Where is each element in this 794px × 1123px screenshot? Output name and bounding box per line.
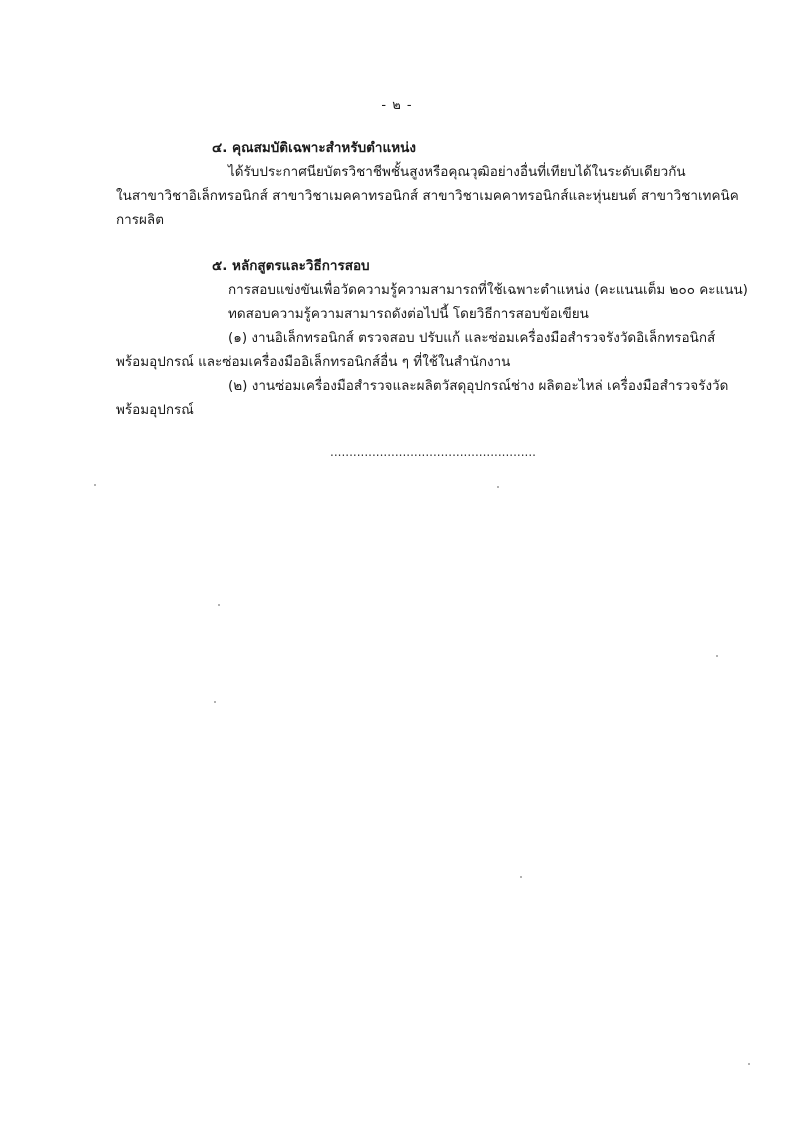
page-number: - ๒ - xyxy=(381,98,413,113)
section-5-line-1: การสอบแข่งขันเพื่อวัดความรู้ความสามารถที่ใช้เฉพาะตำแหน่ง (คะแนนเต็ม ๒๐๐ คะแนน) xyxy=(228,282,748,298)
scan-speck xyxy=(218,604,220,606)
section-4-line-3: การผลิต xyxy=(116,212,164,228)
section-5-heading: ๕. หลักสูตรและวิธีการสอบ xyxy=(212,258,370,274)
scan-speck xyxy=(94,484,96,486)
section-5-line-4: พร้อมอุปกรณ์ และซ่อมเครื่องมืออิเล็กทรอนิกส์อื่น ๆ ที่ใช้ในสำนักงาน xyxy=(116,354,511,370)
section-5-line-6: พร้อมอุปกรณ์ xyxy=(116,402,194,418)
section-5-line-3: (๑) งานอิเล็กทรอนิกส์ ตรวจสอบ ปรับแก้ และซ่อมเครื่องมือสำรวจรังวัดอิเล็กทรอนิกส์ xyxy=(228,330,716,346)
section-4 xyxy=(116,136,739,232)
section-4-heading: ๔. คุณสมบัติเฉพาะสำหรับตำแหน่ง xyxy=(212,140,416,156)
scan-speck xyxy=(748,1063,750,1065)
section-5-line-5: (๒) งานซ่อมเครื่องมือสำรวจและผลิตวัสดุอุปกรณ์ช่าง ผลิตอะไหล่ เครื่องมือสำรวจรังวัด xyxy=(228,378,729,394)
section-4-line-1: ได้รับประกาศนียบัตรวิชาชีพชั้นสูงหรือคุณวุฒิอย่างอื่นที่เทียบได้ในระดับเดียวกัน xyxy=(228,164,686,180)
end-of-document-dotted-line: ...................................................... xyxy=(330,445,536,459)
scan-speck xyxy=(497,486,499,488)
scan-speck xyxy=(214,701,216,703)
section-5-line-2: ทดสอบความรู้ความสามารถดังต่อไปนี้ โดยวิธีการสอบข้อเขียน xyxy=(228,306,589,322)
section-4-line-2: ในสาขาวิชาอิเล็กทรอนิกส์ สาขาวิชาเมคคาทรอนิกส์ สาขาวิชาเมคคาทรอนิกส์และหุ่นยนต์ สาขาวิชาเทคนิค xyxy=(116,188,739,204)
scan-speck xyxy=(520,876,522,878)
section-5 xyxy=(116,254,748,422)
scan-speck xyxy=(716,655,718,657)
